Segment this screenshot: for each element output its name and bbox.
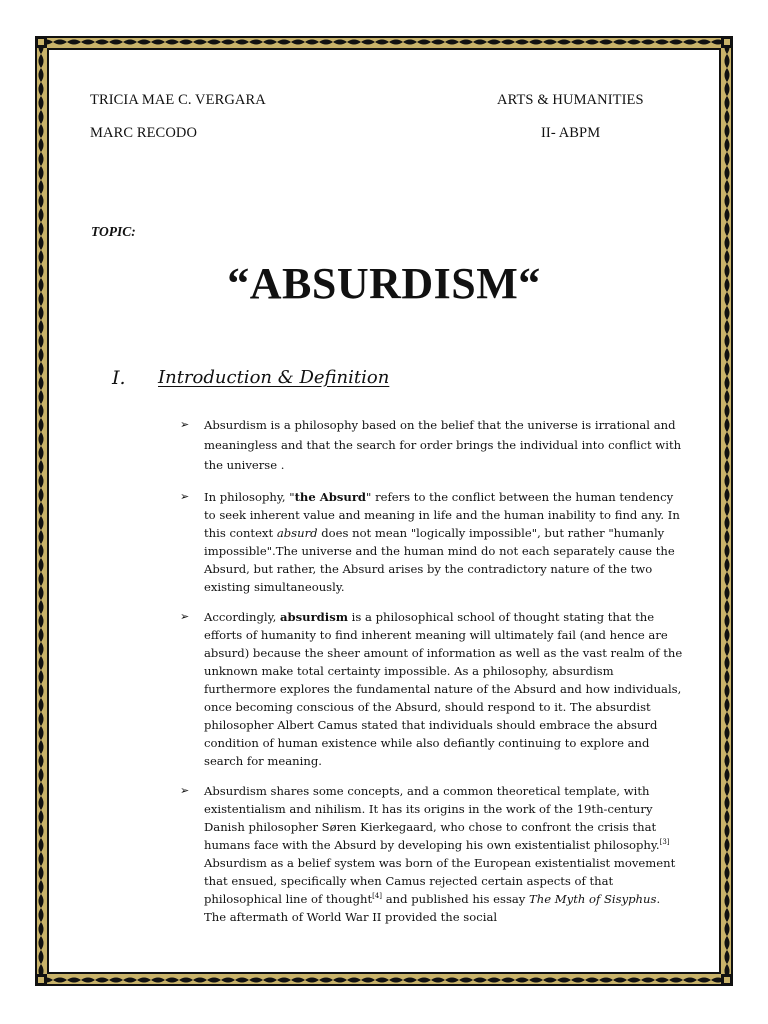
bold-term: absurdism — [280, 610, 348, 624]
border-pattern — [38, 977, 44, 983]
section-heading: Introduction & Definition — [158, 367, 390, 388]
bullet-text: Absurdism as a belief system was born of the European existentialist movement that ensued, specifically when Camus rejected certain aspects of that philosophical line of thought — [204, 856, 676, 906]
topic-label: TOPIC: — [91, 224, 136, 239]
bullet-text: and published his essay — [382, 892, 530, 906]
author-name-1: TRICIA MAE C. VERGARA — [90, 92, 266, 108]
bullet-text: Absurdism shares some concepts, and a common theoretical template, with existentialism and nihilism. It has its origins in the work of the 19th-century Danish philosopher Søren Kierkegaard, who chose to confront the crisis that humans face with the Absurd by developing his own existentialist philosophy. — [204, 784, 660, 852]
citation-mark: [4] — [372, 892, 383, 901]
border-pattern — [724, 977, 730, 983]
border-pattern — [38, 39, 44, 45]
bullet-text: Accordingly, — [204, 610, 280, 624]
bullet-list — [180, 415, 685, 938]
bullet-text: Absurdism is a philosophy based on the belief that the universe is irrational and meaningless and that the search for order brings the individual into conflict with the universe . — [204, 418, 682, 472]
arrow-bullet-icon: ➢ — [180, 610, 190, 623]
list-item — [180, 608, 685, 770]
arrow-bullet-icon: ➢ — [180, 418, 190, 431]
bullet-text: is a philosophical school of thought stating that the efforts of humanity to find inherent meaning will ultimately fail (and hence are absurd) because the sheer amount of information as well as the vast realm of the unknown make total certainty impossible. As a philosophy, absurdism furthermore explores the fundamental nature of the Absurd and how individuals, once becoming conscious of the Absurd, should respond to it. The absurdist philosopher Albert Camus stated that individuals should embrace the absurd condition of human existence while also defiantly continuing to explore and search for meaning. — [204, 610, 683, 768]
document-title: “ABSURDISM“ — [227, 259, 541, 308]
bullet-text: " refers to the conflict between the human tendency to seek inherent value and meaning in life and the human inability to find any. In this context — [204, 490, 680, 540]
border-pattern — [724, 39, 730, 45]
section-number: I. — [112, 367, 126, 389]
italic-term: absurd — [276, 526, 318, 540]
list-item — [180, 415, 685, 475]
bullet-text: In philosophy, " — [204, 490, 295, 504]
italic-title: The Myth of Sisyphus — [529, 892, 657, 906]
class-section-label: II- ABPM — [541, 125, 601, 141]
arrow-bullet-icon: ➢ — [180, 490, 190, 503]
bullet-text: . The aftermath of World War II provided the social — [204, 892, 661, 924]
author-name-2: MARC RECODO — [90, 125, 198, 141]
bullet-text: does not mean "logically impossible", but rather "humanly impossible".The universe and the human mind do not each separately cause the Absurd, but rather, the Absurd arises by the contradictory nature of the two existing simultaneously. — [204, 526, 675, 594]
arrow-bullet-icon: ➢ — [180, 784, 190, 797]
citation-mark: [3] — [659, 838, 670, 847]
list-item — [180, 782, 685, 926]
subject-label: ARTS & HUMANITIES — [497, 92, 644, 108]
list-item — [180, 488, 685, 596]
bold-term: the Absurd — [294, 490, 367, 504]
